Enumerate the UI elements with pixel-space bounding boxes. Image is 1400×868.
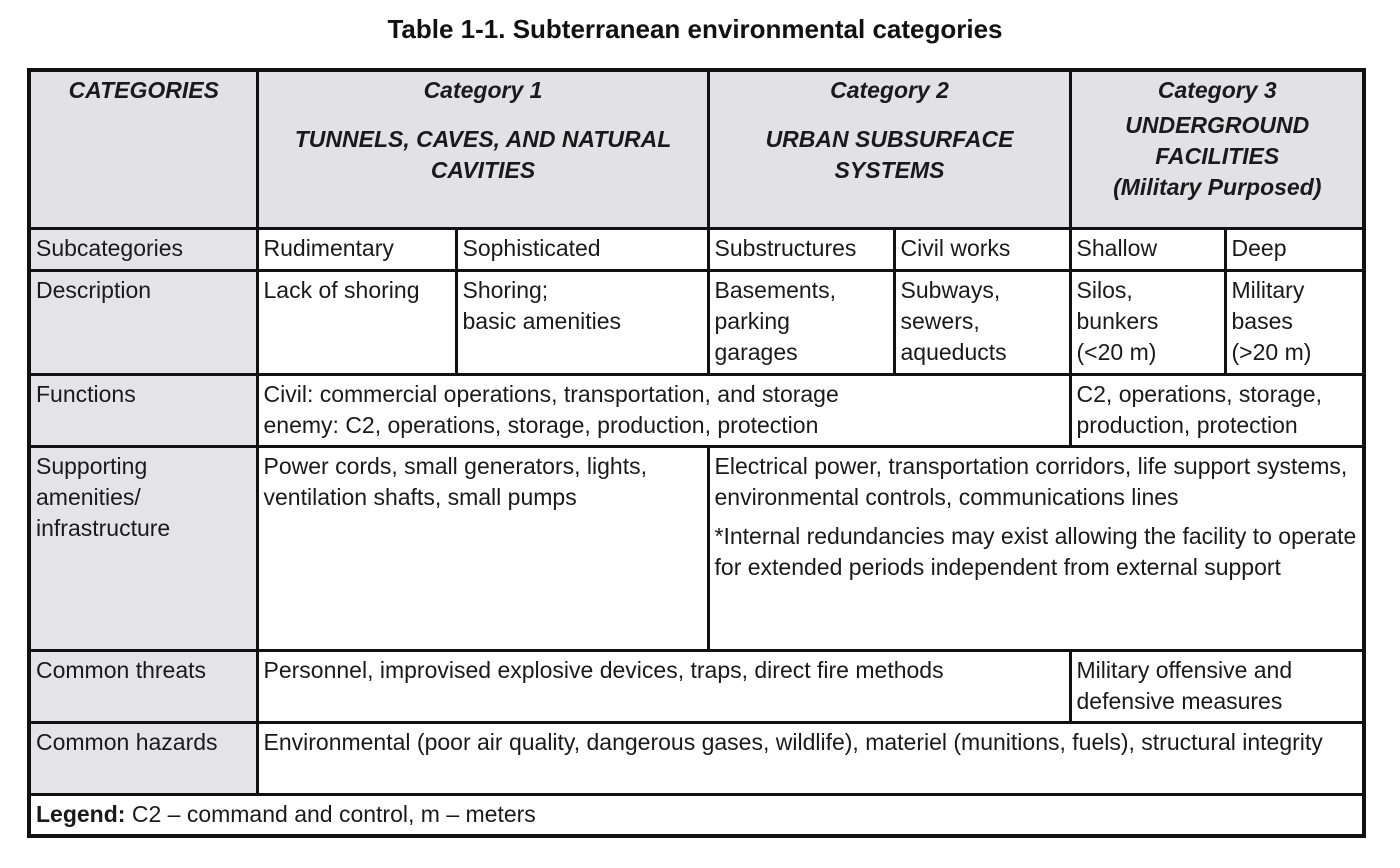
- description-line: (>20 m): [1231, 338, 1312, 365]
- description-row: [29, 270, 1364, 374]
- functions-label: Functions: [29, 374, 257, 446]
- supporting-label-line: amenities/: [36, 483, 141, 510]
- description-line: bases: [1231, 307, 1293, 334]
- description-line: parking: [714, 307, 790, 334]
- subcategory-cell: Deep: [1225, 228, 1364, 270]
- description-line: sewers,: [900, 307, 980, 334]
- table-title: Table 1-1. Subterranean environmental categories: [387, 14, 1003, 44]
- categories-table: [27, 68, 1366, 838]
- subcategories-row: [29, 228, 1364, 270]
- categories-header: CATEGORIES: [29, 70, 257, 228]
- hazards-label: Common hazards: [29, 722, 257, 794]
- category-3-label: Category 3: [1157, 77, 1277, 103]
- legend-row: [29, 794, 1364, 836]
- category-3-header: [1070, 70, 1364, 228]
- legend-cell: [29, 794, 1364, 836]
- description-line: Shoring;: [462, 276, 549, 303]
- description-line: (<20 m): [1076, 338, 1157, 365]
- description-cell: Lack of shoring: [257, 270, 456, 374]
- description-line: basic amenities: [462, 307, 622, 334]
- hazards-row: [29, 722, 1364, 794]
- description-cell: [1070, 270, 1225, 374]
- subcategory-cell: Civil works: [894, 228, 1070, 270]
- description-label: Description: [29, 270, 257, 374]
- supporting-text: Electrical power, transportation corridors, life support systems, environmental controls, communications lines: [714, 452, 1348, 510]
- supporting-category-1-cell: Power cords, small generators, lights, ventilation shafts, small pumps: [257, 446, 708, 650]
- description-line: garages: [714, 338, 798, 365]
- threats-label: Common threats: [29, 650, 257, 722]
- threats-row: [29, 650, 1364, 722]
- category-1-label: Category 1: [423, 77, 543, 103]
- description-line: Subways,: [900, 276, 1001, 303]
- description-line: Silos,: [1076, 276, 1133, 303]
- supporting-note: *Internal redundancies may exist allowing the facility to operate for extended periods independent from external support: [714, 522, 1357, 580]
- description-cell: [708, 270, 894, 374]
- legend-label: Legend:: [36, 800, 126, 827]
- supporting-label-line: Supporting: [36, 452, 148, 479]
- legend-text: C2 – command and control, m – meters: [131, 800, 536, 827]
- description-line: bunkers: [1076, 307, 1159, 334]
- category-2-header: [708, 70, 1070, 228]
- functions-civil-cell: [257, 374, 1070, 446]
- supporting-label: [29, 446, 257, 650]
- category-3-subtitle: (Military Purposed): [1113, 174, 1322, 200]
- category-1-name: TUNNELS, CAVES, AND NATURAL CAVITIES: [294, 126, 672, 183]
- category-2-label: Category 2: [830, 77, 949, 103]
- functions-row: [29, 374, 1364, 446]
- supporting-row: [29, 446, 1364, 650]
- supporting-category-2-3-cell: [708, 446, 1364, 650]
- description-line: Military: [1231, 276, 1305, 303]
- threats-category-3-cell: Military offensive and defensive measures: [1070, 650, 1364, 722]
- description-line: aqueducts: [900, 338, 1007, 365]
- description-line: Basements,: [714, 276, 836, 303]
- functions-enemy-line: enemy: C2, operations, storage, production, protection: [263, 411, 819, 438]
- subcategories-label: Subcategories: [29, 228, 257, 270]
- subcategory-cell: Sophisticated: [456, 228, 708, 270]
- description-cell: [1225, 270, 1364, 374]
- supporting-label-line: infrastructure: [36, 514, 171, 541]
- category-3-name: UNDERGROUND FACILITIES: [1125, 112, 1310, 169]
- category-1-header: [257, 70, 708, 228]
- description-cell: [456, 270, 708, 374]
- hazards-cell: Environmental (poor air quality, dangerous gases, wildlife), materiel (munitions, fuels), structural integrity: [257, 722, 1364, 794]
- description-cell: [894, 270, 1070, 374]
- subcategory-cell: Substructures: [708, 228, 894, 270]
- functions-civil-line: Civil: commercial operations, transportation, and storage: [263, 380, 839, 407]
- subcategory-cell: Rudimentary: [257, 228, 456, 270]
- threats-category-1-2-cell: Personnel, improvised explosive devices, traps, direct fire methods: [257, 650, 1070, 722]
- category-2-name: URBAN SUBSURFACE SYSTEMS: [765, 126, 1014, 183]
- functions-military-cell: C2, operations, storage, production, protection: [1070, 374, 1364, 446]
- header-row: [29, 70, 1364, 228]
- subcategory-cell: Shallow: [1070, 228, 1225, 270]
